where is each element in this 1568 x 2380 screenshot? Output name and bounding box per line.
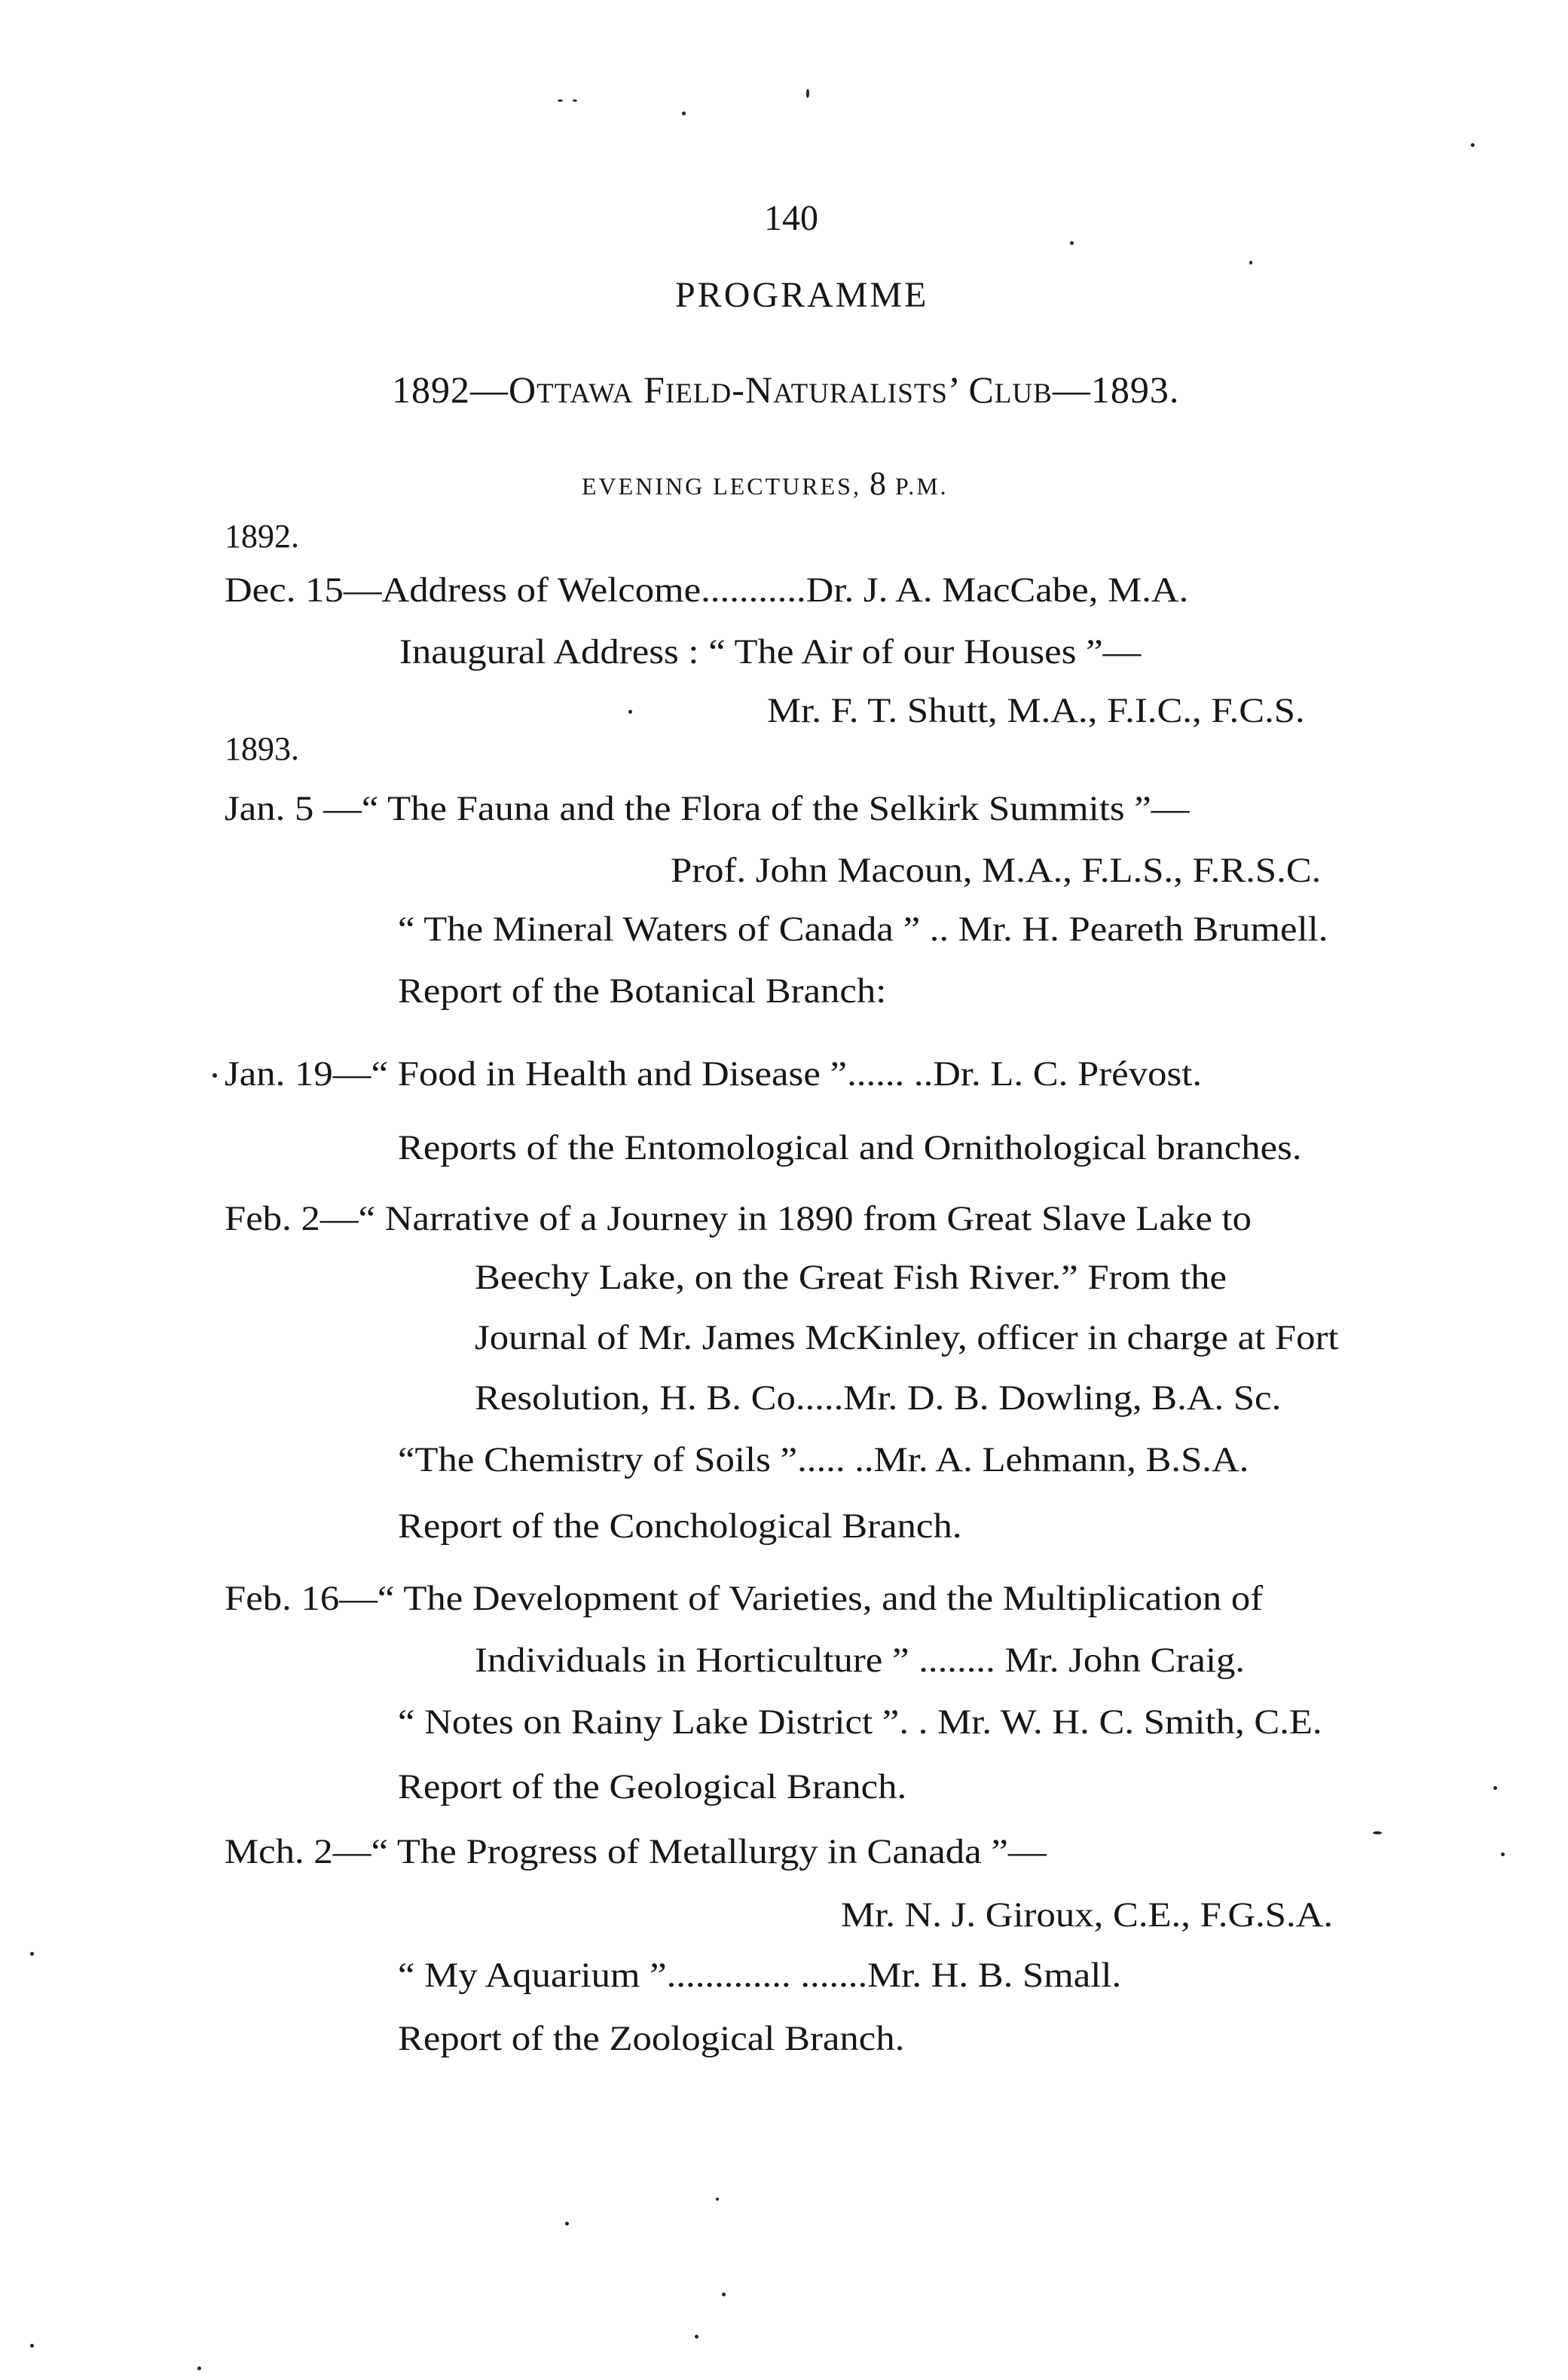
entry-line: Jan. 19—“ Food in Health and Disease ”...... ..Dr. L. C. Prévost. xyxy=(225,1054,1203,1094)
club-title xyxy=(392,369,1180,411)
scan-speck xyxy=(1070,241,1074,245)
entry-line: Resolution, H. B. Co.....Mr. D. B. Dowling, B.A. Sc. xyxy=(475,1378,1282,1418)
page-title: PROGRAMME xyxy=(675,275,929,315)
entry-line: Mr. N. J. Giroux, C.E., F.G.S.A. xyxy=(841,1895,1334,1935)
entry-line: Beechy Lake, on the Great Fish River.” From the xyxy=(475,1258,1227,1297)
entry-line: Jan. 5 —“ The Fauna and the Flora of the Selkirk Summits ”— xyxy=(225,789,1190,828)
scan-speck xyxy=(1373,1831,1382,1834)
club-name-part: LUB xyxy=(994,378,1053,409)
entry-line: Dec. 15—Address of Welcome...........Dr. J. A. MacCabe, M.A. xyxy=(225,571,1189,610)
scan-speck xyxy=(1493,1786,1497,1790)
scan-speck xyxy=(722,2293,726,2296)
subheading-time: 8 xyxy=(869,465,887,502)
club-year-end: 1893 xyxy=(1090,369,1169,411)
entry-line: Mr. F. T. Shutt, M.A., F.I.C., F.C.S. xyxy=(767,691,1305,730)
scan-speck xyxy=(1249,261,1252,265)
entry-line: “ The Mineral Waters of Canada ” .. Mr. H. Peareth Brumell. xyxy=(398,910,1328,949)
club-name-part: ATURALISTS xyxy=(772,378,949,409)
entry-line: “ My Aquarium ”............. .......Mr. H. B. Small. xyxy=(398,1956,1122,1995)
scan-speck xyxy=(628,710,632,714)
entry-line: Feb. 2—“ Narrative of a Journey in 1890 from Great Slave Lake to xyxy=(225,1199,1252,1238)
entry-line: Report of the Conchological Branch. xyxy=(398,1507,962,1546)
scan-speck xyxy=(716,2198,719,2201)
club-name-part: ’ C xyxy=(948,369,995,411)
entry-line: Individuals in Horticulture ” ........ Mr. John Craig. xyxy=(475,1641,1246,1680)
scan-speck xyxy=(573,99,577,102)
page-number: 140 xyxy=(764,198,818,238)
club-name-part: O xyxy=(509,369,537,411)
entry-line: Inaugural Address : “ The Air of our Houses ”— xyxy=(399,632,1142,671)
club-end-period: . xyxy=(1169,369,1180,411)
scan-speck xyxy=(565,2222,569,2226)
entry-line: “The Chemistry of Soils ”..... ..Mr. A. Lehmann, B.S.A. xyxy=(398,1440,1249,1479)
club-year-start: 1892 xyxy=(392,369,470,411)
entry-line: Prof. John Macoun, M.A., F.L.S., F.R.S.C. xyxy=(671,851,1322,890)
year-1892: 1892. xyxy=(225,518,299,555)
scan-speck xyxy=(695,2335,698,2339)
scan-speck xyxy=(1471,143,1475,147)
club-name-part: TTAWA xyxy=(536,378,634,409)
year-1893: 1893. xyxy=(225,730,299,767)
entry-line: Journal of Mr. James McKinley, officer in charge at Fort xyxy=(475,1318,1339,1357)
subheading-unit: P.M. xyxy=(894,473,949,500)
club-dash-1: — xyxy=(470,369,509,411)
club-name-part: -N xyxy=(732,369,773,411)
club-name-part: F xyxy=(633,369,665,411)
scan-speck xyxy=(212,1073,217,1078)
club-name-part: IELD xyxy=(665,378,732,409)
scan-speck xyxy=(30,1952,34,1956)
entry-line: Feb. 16—“ The Development of Varieties, and the Multiplication of xyxy=(225,1579,1264,1618)
scan-speck xyxy=(1501,1852,1505,1856)
entry-line: Report of the Geological Branch. xyxy=(398,1767,907,1806)
scan-speck xyxy=(558,99,563,102)
entry-line: “ Notes on Rainy Lake District ”. . Mr. W. H. C. Smith, C.E. xyxy=(398,1702,1322,1742)
scan-speck xyxy=(682,112,686,115)
entry-line: Reports of the Entomological and Ornithological branches. xyxy=(398,1128,1302,1167)
entry-line: Mch. 2—“ The Progress of Metallurgy in Canada ”— xyxy=(225,1832,1047,1871)
entry-line: Report of the Zoological Branch. xyxy=(398,2019,905,2058)
subheading xyxy=(582,467,949,500)
scan-speck xyxy=(30,2344,34,2348)
club-dash-2: — xyxy=(1052,369,1091,411)
entry-line: Report of the Botanical Branch: xyxy=(398,971,887,1011)
subheading-label: EVENING LECTURES, xyxy=(582,473,861,500)
scan-speck xyxy=(806,89,809,98)
scan-speck xyxy=(197,2366,201,2370)
